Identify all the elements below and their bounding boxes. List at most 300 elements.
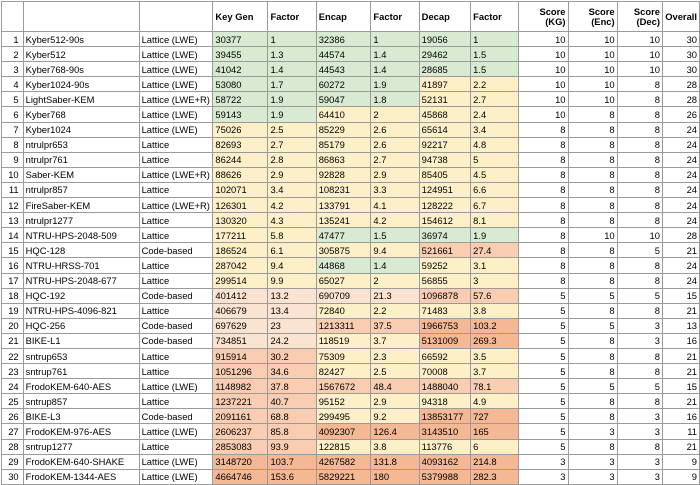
- decap-factor: 6.7: [471, 198, 519, 213]
- algorithm-family: Lattice (LWE): [139, 469, 213, 484]
- keygen-factor: 5.8: [268, 228, 316, 243]
- algorithm-name: NTRU-HPS-2048-677: [23, 273, 139, 288]
- keygen-factor: 9.4: [268, 258, 316, 273]
- score-enc: 8: [568, 258, 617, 273]
- keygen-cycles: 4664746: [213, 469, 268, 484]
- algorithm-family: Lattice: [139, 273, 213, 288]
- overall-score: 9: [662, 454, 699, 469]
- decap-factor: 2.4: [471, 107, 519, 122]
- score-dec: 3: [617, 469, 662, 484]
- header-encap: Encap: [316, 2, 371, 32]
- overall-score: 24: [662, 167, 699, 182]
- encap-cycles: 5829221: [316, 469, 371, 484]
- overall-score: 21: [662, 348, 699, 363]
- decap-cycles: 66592: [419, 348, 470, 363]
- overall-score: 30: [662, 32, 699, 47]
- decap-factor: 103.2: [471, 318, 519, 333]
- keygen-cycles: 406679: [213, 303, 268, 318]
- score-dec: 8: [617, 439, 662, 454]
- overall-score: 11: [662, 424, 699, 439]
- algorithm-family: Lattice: [139, 213, 213, 228]
- decap-factor: 6.6: [471, 182, 519, 197]
- overall-score: 30: [662, 47, 699, 62]
- decap-factor: 4.8: [471, 137, 519, 152]
- encap-factor: 1.9: [371, 77, 419, 92]
- algorithm-family: Lattice: [139, 348, 213, 363]
- algorithm-name: ntrulpr1277: [23, 213, 139, 228]
- encap-cycles: 122815: [316, 439, 371, 454]
- score-kg: 5: [519, 379, 568, 394]
- encap-cycles: 60272: [316, 77, 371, 92]
- encap-cycles: 85229: [316, 122, 371, 137]
- encap-factor: 3.3: [371, 182, 419, 197]
- overall-score: 15: [662, 288, 699, 303]
- keygen-cycles: 30377: [213, 32, 268, 47]
- score-enc: 8: [568, 333, 617, 348]
- encap-cycles: 75309: [316, 348, 371, 363]
- table-row: [2, 47, 700, 62]
- row-index: 26: [2, 409, 24, 424]
- score-enc: 8: [568, 273, 617, 288]
- keygen-factor: 40.7: [268, 394, 316, 409]
- decap-cycles: 29462: [419, 47, 470, 62]
- score-kg: 5: [519, 409, 568, 424]
- keygen-cycles: 53080: [213, 77, 268, 92]
- algorithm-family: Lattice: [139, 394, 213, 409]
- algorithm-name: ntrulpr653: [23, 137, 139, 152]
- encap-factor: 2.6: [371, 122, 419, 137]
- decap-factor: 269.3: [471, 333, 519, 348]
- header-overall: Overall: [662, 2, 699, 32]
- row-index: 14: [2, 228, 24, 243]
- row-index: 20: [2, 318, 24, 333]
- table-row: [2, 318, 700, 333]
- decap-factor: 3.4: [471, 122, 519, 137]
- score-kg: 10: [519, 107, 568, 122]
- table-row: [2, 228, 700, 243]
- score-enc: 3: [568, 424, 617, 439]
- algorithm-family: Lattice: [139, 152, 213, 167]
- decap-cycles: 13853177: [419, 409, 470, 424]
- decap-cycles: 128222: [419, 198, 470, 213]
- encap-factor: 9.4: [371, 243, 419, 258]
- row-index: 22: [2, 348, 24, 363]
- score-dec: 5: [617, 379, 662, 394]
- score-kg: 5: [519, 288, 568, 303]
- score-kg: 8: [519, 198, 568, 213]
- score-dec: 8: [617, 348, 662, 363]
- encap-cycles: 305875: [316, 243, 371, 258]
- row-index: 7: [2, 122, 24, 137]
- row-index: 23: [2, 364, 24, 379]
- encap-factor: 126.4: [371, 424, 419, 439]
- algorithm-name: ntrulpr761: [23, 152, 139, 167]
- decap-cycles: 28685: [419, 62, 470, 77]
- keygen-cycles: 1237221: [213, 394, 268, 409]
- encap-factor: 3.7: [371, 333, 419, 348]
- decap-factor: 1: [471, 32, 519, 47]
- algorithm-name: LightSaber-KEM: [23, 92, 139, 107]
- algorithm-name: Kyber1024-90s: [23, 77, 139, 92]
- encap-factor: 2.9: [371, 394, 419, 409]
- score-dec: 8: [617, 77, 662, 92]
- score-dec: 5: [617, 243, 662, 258]
- encap-cycles: 59047: [316, 92, 371, 107]
- decap-factor: 3.8: [471, 303, 519, 318]
- keygen-factor: 4.3: [268, 213, 316, 228]
- table-row: [2, 258, 700, 273]
- row-index: 5: [2, 92, 24, 107]
- decap-factor: 57.6: [471, 288, 519, 303]
- keygen-factor: 153.6: [268, 469, 316, 484]
- decap-cycles: 94318: [419, 394, 470, 409]
- score-dec: 3: [617, 424, 662, 439]
- algorithm-name: BIKE-L1: [23, 333, 139, 348]
- decap-factor: 2.2: [471, 77, 519, 92]
- score-dec: 8: [617, 273, 662, 288]
- algorithm-family: Lattice (LWE): [139, 454, 213, 469]
- score-kg: 10: [519, 62, 568, 77]
- score-enc: 8: [568, 364, 617, 379]
- score-kg: 8: [519, 243, 568, 258]
- decap-factor: 5: [471, 152, 519, 167]
- table-row: [2, 198, 700, 213]
- algorithm-family: Lattice (LWE+R): [139, 167, 213, 182]
- algorithm-name: ntrulpr857: [23, 182, 139, 197]
- score-enc: 8: [568, 394, 617, 409]
- score-kg: 8: [519, 258, 568, 273]
- encap-cycles: 1567672: [316, 379, 371, 394]
- table-row: [2, 439, 700, 454]
- algorithm-family: Lattice (LWE+R): [139, 92, 213, 107]
- keygen-cycles: 299514: [213, 273, 268, 288]
- encap-factor: 2.9: [371, 167, 419, 182]
- decap-cycles: 1488040: [419, 379, 470, 394]
- row-index: 1: [2, 32, 24, 47]
- encap-cycles: 32386: [316, 32, 371, 47]
- encap-cycles: 92828: [316, 167, 371, 182]
- row-index: 8: [2, 137, 24, 152]
- algorithm-family: Lattice: [139, 137, 213, 152]
- score-kg: 5: [519, 424, 568, 439]
- decap-cycles: 36974: [419, 228, 470, 243]
- decap-factor: 4.9: [471, 394, 519, 409]
- keygen-factor: 85.8: [268, 424, 316, 439]
- decap-factor: 3: [471, 273, 519, 288]
- keygen-cycles: 1051296: [213, 364, 268, 379]
- decap-cycles: 5131009: [419, 333, 470, 348]
- score-enc: 8: [568, 167, 617, 182]
- score-dec: 10: [617, 228, 662, 243]
- keygen-cycles: 915914: [213, 348, 268, 363]
- score-kg: 8: [519, 152, 568, 167]
- score-enc: 10: [568, 228, 617, 243]
- algorithm-name: sntrup653: [23, 348, 139, 363]
- header-family: [139, 2, 213, 32]
- row-index: 13: [2, 213, 24, 228]
- algorithm-family: Lattice (LWE): [139, 107, 213, 122]
- keygen-factor: 2.7: [268, 137, 316, 152]
- table-row: [2, 122, 700, 137]
- keygen-factor: 2.8: [268, 152, 316, 167]
- score-dec: 3: [617, 409, 662, 424]
- keygen-factor: 68.8: [268, 409, 316, 424]
- overall-score: 24: [662, 198, 699, 213]
- algorithm-family: Lattice: [139, 182, 213, 197]
- algorithm-family: Lattice (LWE): [139, 122, 213, 137]
- overall-score: 26: [662, 107, 699, 122]
- score-enc: 8: [568, 303, 617, 318]
- algorithm-name: FireSaber-KEM: [23, 198, 139, 213]
- table-row: [2, 273, 700, 288]
- score-dec: 3: [617, 454, 662, 469]
- score-enc: 3: [568, 454, 617, 469]
- keygen-cycles: 41042: [213, 62, 268, 77]
- score-kg: 5: [519, 318, 568, 333]
- algorithm-family: Lattice (LWE+R): [139, 198, 213, 213]
- algorithm-name: Kyber768-90s: [23, 62, 139, 77]
- header-decap: Decap: [419, 2, 470, 32]
- score-dec: 3: [617, 333, 662, 348]
- row-index: 21: [2, 333, 24, 348]
- decap-factor: 8.1: [471, 213, 519, 228]
- keygen-cycles: 39455: [213, 47, 268, 62]
- score-kg: 10: [519, 92, 568, 107]
- algorithm-name: FrodoKEM-640-SHAKE: [23, 454, 139, 469]
- keygen-cycles: 75026: [213, 122, 268, 137]
- score-kg: 5: [519, 364, 568, 379]
- algorithm-family: Lattice (LWE): [139, 62, 213, 77]
- keygen-cycles: 58722: [213, 92, 268, 107]
- decap-cycles: 154612: [419, 213, 470, 228]
- overall-score: 16: [662, 409, 699, 424]
- keygen-cycles: 2853083: [213, 439, 268, 454]
- score-kg: 8: [519, 182, 568, 197]
- decap-cycles: 65614: [419, 122, 470, 137]
- keygen-factor: 1.3: [268, 47, 316, 62]
- table-row: [2, 424, 700, 439]
- algorithm-family: Code-based: [139, 318, 213, 333]
- row-index: 10: [2, 167, 24, 182]
- decap-cycles: 71483: [419, 303, 470, 318]
- algorithm-name: Kyber512-90s: [23, 32, 139, 47]
- score-dec: 10: [617, 47, 662, 62]
- decap-factor: 214.8: [471, 454, 519, 469]
- algorithm-name: Kyber512: [23, 47, 139, 62]
- keygen-cycles: 86244: [213, 152, 268, 167]
- encap-cycles: 86863: [316, 152, 371, 167]
- table-row: [2, 167, 700, 182]
- decap-cycles: 94738: [419, 152, 470, 167]
- keygen-factor: 1.7: [268, 77, 316, 92]
- score-kg: 3: [519, 454, 568, 469]
- header-keygen-factor: Factor: [268, 2, 316, 32]
- score-dec: 8: [617, 152, 662, 167]
- keygen-cycles: 126301: [213, 198, 268, 213]
- decap-cycles: 3143510: [419, 424, 470, 439]
- keygen-factor: 24.2: [268, 333, 316, 348]
- score-enc: 10: [568, 77, 617, 92]
- decap-cycles: 59252: [419, 258, 470, 273]
- score-enc: 3: [568, 469, 617, 484]
- row-index: 3: [2, 62, 24, 77]
- score-enc: 10: [568, 32, 617, 47]
- keygen-cycles: 130320: [213, 213, 268, 228]
- encap-cycles: 64410: [316, 107, 371, 122]
- encap-cycles: 47477: [316, 228, 371, 243]
- score-dec: 3: [617, 318, 662, 333]
- encap-cycles: 133791: [316, 198, 371, 213]
- algorithm-family: Lattice: [139, 439, 213, 454]
- overall-score: 21: [662, 439, 699, 454]
- score-kg: 8: [519, 273, 568, 288]
- score-kg: 10: [519, 77, 568, 92]
- algorithm-name: NTRU-HPS-2048-509: [23, 228, 139, 243]
- row-index: 24: [2, 379, 24, 394]
- algorithm-family: Lattice: [139, 303, 213, 318]
- overall-score: 24: [662, 213, 699, 228]
- algorithm-family: Lattice (LWE): [139, 47, 213, 62]
- row-index: 16: [2, 258, 24, 273]
- decap-factor: 1.5: [471, 47, 519, 62]
- table-body: [2, 32, 700, 485]
- overall-score: 21: [662, 243, 699, 258]
- overall-score: 21: [662, 303, 699, 318]
- score-enc: 8: [568, 198, 617, 213]
- algorithm-name: HQC-128: [23, 243, 139, 258]
- row-index: 6: [2, 107, 24, 122]
- score-enc: 10: [568, 62, 617, 77]
- algorithm-family: Code-based: [139, 333, 213, 348]
- encap-factor: 9.2: [371, 409, 419, 424]
- score-kg: 5: [519, 394, 568, 409]
- encap-factor: 1.8: [371, 92, 419, 107]
- decap-cycles: 70008: [419, 364, 470, 379]
- overall-score: 9: [662, 469, 699, 484]
- decap-cycles: 124951: [419, 182, 470, 197]
- encap-factor: 3.8: [371, 439, 419, 454]
- overall-score: 28: [662, 228, 699, 243]
- encap-factor: 48.4: [371, 379, 419, 394]
- score-kg: 10: [519, 47, 568, 62]
- encap-factor: 1.4: [371, 258, 419, 273]
- algorithm-name: HQC-256: [23, 318, 139, 333]
- row-index: 12: [2, 198, 24, 213]
- keygen-factor: 1.9: [268, 92, 316, 107]
- results-table-container: [1, 1, 700, 485]
- keygen-factor: 1: [268, 32, 316, 47]
- encap-factor: 37.5: [371, 318, 419, 333]
- score-kg: 8: [519, 122, 568, 137]
- keygen-factor: 13.2: [268, 288, 316, 303]
- keygen-factor: 2.9: [268, 167, 316, 182]
- header-score-dec: Score (Dec): [617, 2, 662, 32]
- keygen-factor: 13.4: [268, 303, 316, 318]
- algorithm-name: sntrup1277: [23, 439, 139, 454]
- encap-cycles: 108231: [316, 182, 371, 197]
- encap-factor: 1.4: [371, 62, 419, 77]
- decap-cycles: 85405: [419, 167, 470, 182]
- row-index: 4: [2, 77, 24, 92]
- algorithm-name: FrodoKEM-976-AES: [23, 424, 139, 439]
- decap-factor: 3.7: [471, 364, 519, 379]
- table-row: [2, 333, 700, 348]
- keygen-factor: 9.9: [268, 273, 316, 288]
- score-enc: 8: [568, 348, 617, 363]
- encap-factor: 1.4: [371, 47, 419, 62]
- table-row: [2, 394, 700, 409]
- score-dec: 8: [617, 122, 662, 137]
- algorithm-name: Saber-KEM: [23, 167, 139, 182]
- decap-factor: 3.5: [471, 348, 519, 363]
- row-index: 28: [2, 439, 24, 454]
- keygen-factor: 93.9: [268, 439, 316, 454]
- encap-cycles: 299495: [316, 409, 371, 424]
- score-kg: 8: [519, 167, 568, 182]
- encap-factor: 21.3: [371, 288, 419, 303]
- keygen-cycles: 401412: [213, 288, 268, 303]
- score-kg: 5: [519, 303, 568, 318]
- overall-score: 24: [662, 137, 699, 152]
- algorithm-family: Lattice: [139, 364, 213, 379]
- score-kg: 10: [519, 32, 568, 47]
- score-dec: 8: [617, 364, 662, 379]
- keygen-factor: 1.4: [268, 62, 316, 77]
- score-enc: 8: [568, 409, 617, 424]
- overall-score: 28: [662, 92, 699, 107]
- keygen-factor: 30.2: [268, 348, 316, 363]
- decap-factor: 78.1: [471, 379, 519, 394]
- encap-factor: 180: [371, 469, 419, 484]
- decap-cycles: 5379988: [419, 469, 470, 484]
- algorithm-family: Lattice (LWE): [139, 424, 213, 439]
- algorithm-name: NTRU-HRSS-701: [23, 258, 139, 273]
- score-dec: 10: [617, 62, 662, 77]
- table-row: [2, 32, 700, 47]
- algorithm-name: FrodoKEM-1344-AES: [23, 469, 139, 484]
- score-enc: 5: [568, 379, 617, 394]
- decap-cycles: 113776: [419, 439, 470, 454]
- row-index: 29: [2, 454, 24, 469]
- overall-score: 28: [662, 77, 699, 92]
- score-kg: 8: [519, 228, 568, 243]
- encap-cycles: 1213311: [316, 318, 371, 333]
- decap-cycles: 45868: [419, 107, 470, 122]
- keygen-cycles: 287042: [213, 258, 268, 273]
- keygen-cycles: 88626: [213, 167, 268, 182]
- decap-factor: 2.7: [471, 92, 519, 107]
- algorithm-name: HQC-192: [23, 288, 139, 303]
- header-index: [2, 2, 24, 32]
- encap-factor: 2.3: [371, 348, 419, 363]
- decap-factor: 6: [471, 439, 519, 454]
- algorithm-name: Kyber768: [23, 107, 139, 122]
- overall-score: 30: [662, 62, 699, 77]
- row-index: 19: [2, 303, 24, 318]
- overall-score: 13: [662, 318, 699, 333]
- algorithm-family: Lattice: [139, 258, 213, 273]
- row-index: 18: [2, 288, 24, 303]
- decap-factor: 1.9: [471, 228, 519, 243]
- overall-score: 24: [662, 182, 699, 197]
- encap-cycles: 4267582: [316, 454, 371, 469]
- encap-cycles: 135241: [316, 213, 371, 228]
- decap-cycles: 1096878: [419, 288, 470, 303]
- keygen-cycles: 2091161: [213, 409, 268, 424]
- score-enc: 5: [568, 288, 617, 303]
- keygen-cycles: 734851: [213, 333, 268, 348]
- table-row: [2, 137, 700, 152]
